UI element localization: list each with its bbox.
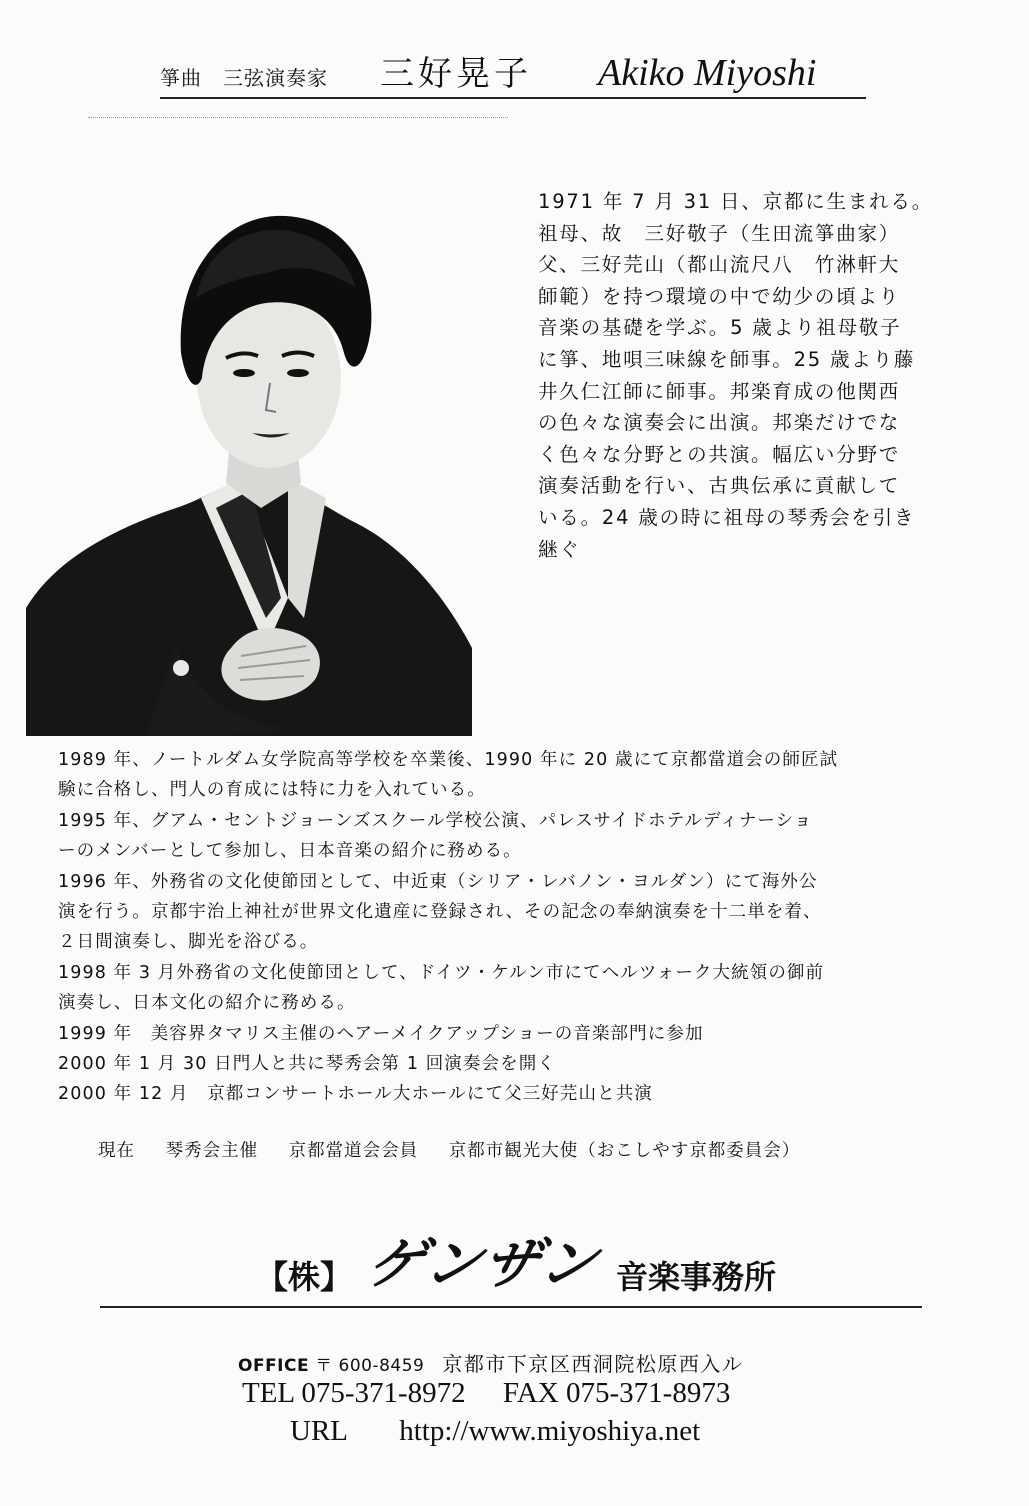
- history-line: 1999 年 美容界タマリス主催のヘアーメイクアップショーの音楽部門に参加: [58, 1023, 704, 1044]
- website-url[interactable]: http://www.miyoshiya.net: [399, 1415, 701, 1447]
- company-name: [256, 1228, 836, 1308]
- phone-number: TEL 075-371-8972: [242, 1377, 466, 1409]
- postal-code: 〒 600-8459: [315, 1356, 425, 1376]
- history-line: 1995 年、グアム・セントジョーンズスクール学校公演、パレスサイドホテルディナーショ: [58, 810, 813, 831]
- office-label: OFFICE: [238, 1356, 310, 1376]
- history-line: 1998 年 3 月外務省の文化使節団として、ドイツ・ケルン市にてヘルツォーク大統領の御前: [58, 962, 825, 983]
- current-item: 琴秀会主催: [165, 1141, 259, 1161]
- bio-line: に箏、地唄三味線を師事。25 歳より藤: [538, 347, 916, 371]
- office-address: [238, 1348, 743, 1377]
- bio-line: 音楽の基礎を学ぶ。5 歳より祖母敬子: [538, 316, 902, 340]
- history-line: 験に合格し、門人の育成には特に力を入れている。: [58, 780, 486, 801]
- divider: [100, 1306, 922, 1308]
- bio-line: く色々な分野との共演。幅広い分野で: [538, 442, 901, 466]
- profession-label: 箏曲 三弦演奏家: [160, 66, 328, 90]
- fax-number: FAX 075-371-8973: [502, 1377, 731, 1409]
- bio-line: いる。24 歳の時に祖母の琴秀会を引き: [538, 505, 916, 529]
- current-item: 京都市観光大使（おこしやす京都委員会）: [448, 1141, 801, 1161]
- profile-header: [160, 52, 866, 99]
- website: [290, 1415, 700, 1448]
- url-label: URL: [290, 1415, 348, 1447]
- bio-line: 演奏活動を行い、古典伝承に貢献して: [538, 474, 901, 498]
- bio-line: の色々な演奏会に出演。邦楽だけでな: [538, 411, 901, 435]
- history-line: 2000 年 12 月 京都コンサートホール大ホールにて父三好芫山と共演: [58, 1084, 653, 1105]
- bio-line: 継ぐ: [538, 537, 581, 561]
- current-item: 京都當道会会員: [288, 1141, 419, 1161]
- portrait-photo: [26, 178, 472, 736]
- history-line: 演を行う。京都宇治上神社が世界文化遺産に登録され、その記念の奉納演奏を十二単を着、: [58, 902, 822, 923]
- current-label: 現在: [98, 1141, 135, 1161]
- company-brand-logo: ゲンザン: [361, 1231, 605, 1297]
- history-line: 1989 年、ノートルダム女学院高等学校を卒業後、1990 年に 20 歳にて京都當道会の師匠試: [58, 750, 839, 770]
- company-prefix: 【株】: [256, 1258, 353, 1296]
- scan-artifact-line: [88, 117, 508, 118]
- name-english: Akiko Miyoshi: [598, 52, 817, 94]
- history-line: 2000 年 1 月 30 日門人と共に琴秀会第 1 回演奏会を開く: [58, 1054, 556, 1075]
- history-line: ーのメンバーとして参加し、日本音楽の紹介に務める。: [58, 841, 522, 862]
- current-positions: [98, 1137, 824, 1162]
- biography: [538, 186, 970, 565]
- bio-line: 井久仁江師に師事。邦楽育成の他関西: [538, 379, 901, 403]
- company-suffix: 音楽事務所: [616, 1258, 777, 1296]
- career-history: [58, 745, 968, 1110]
- bio-line: 師範）を持つ環境の中で幼少の頃より: [538, 284, 901, 308]
- bio-line: 父、三好芫山（都山流尺八 竹淋軒大: [538, 253, 901, 277]
- history-line: ２日間演奏し、脚光を浴びる。: [58, 932, 319, 953]
- phone-fax: [242, 1377, 760, 1410]
- bio-line: 祖母、故 三好敬子（生田流箏曲家）: [538, 221, 901, 245]
- bio-line: 1971 年 7 月 31 日、京都に生まれる。: [538, 190, 934, 213]
- history-line: 1996 年、外務省の文化使節団として、中近東（シリア・レバノン・ヨルダン）にて海外公: [58, 871, 818, 892]
- name-japanese: 三好晃子: [380, 54, 532, 94]
- history-line: 演奏し、日本文化の紹介に務める。: [58, 993, 356, 1014]
- address-text: 京都市下京区西洞院松原西入ル: [442, 1352, 744, 1376]
